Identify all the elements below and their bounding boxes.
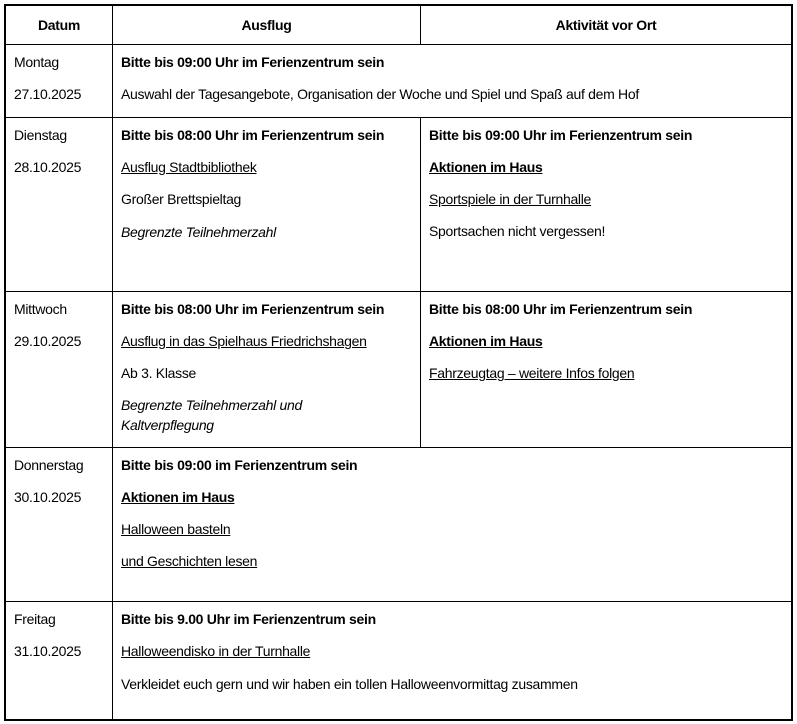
text-line: Sportspiele in der Turnhalle [429,191,592,207]
aktivitaet-cell-mittwoch [421,292,791,448]
text-line: Auswahl der Tagesangebote, Organisation der Woche und Spiel und Spaß auf dem Hof [121,86,639,102]
day-label: Donnerstag [14,457,84,473]
day-label: Freitag [14,611,56,627]
text-line: Bitte bis 09:00 im Ferienzentrum sein [121,457,358,473]
text-line: Aktionen im Haus [121,489,235,505]
text-line: Ausflug Stadtbibliothek [121,159,257,175]
text-line: Halloween basteln [121,521,231,537]
date-label: 29.10.2025 [14,333,82,349]
text-line: Bitte bis 09:00 Uhr im Ferienzentrum sein [429,127,693,143]
text-line: Großer Brettspieltag [121,191,242,207]
text-line: Begrenzte Teilnehmerzahl und Kaltverpflegung [121,397,302,433]
ausflug-cell-mittwoch [113,292,421,448]
text-line: Halloweendisko in der Turnhalle [121,643,311,659]
date-label: 30.10.2025 [14,489,82,505]
activity-cell-montag [113,45,791,118]
day-label: Mittwoch [14,301,67,317]
text-line: Aktionen im Haus [429,159,543,175]
date-label: 31.10.2025 [14,643,82,659]
text-line: Begrenzte Teilnehmerzahl [121,224,276,240]
aktivitaet-cell-dienstag [421,118,791,292]
date-label: 27.10.2025 [14,86,82,102]
activity-cell-donnerstag [113,448,791,602]
text-line: Aktionen im Haus [429,333,543,349]
text-line: Bitte bis 9.00 Uhr im Ferienzentrum sein [121,611,376,627]
text-line: Ab 3. Klasse [121,365,196,381]
header-label-ausflug: Ausflug [241,17,292,33]
text-line: Sportsachen nicht vergessen! [429,223,606,239]
day-cell-donnerstag [6,448,113,602]
date-label: 28.10.2025 [14,159,82,175]
text-line: und Geschichten lesen [121,553,258,569]
header-cell-datum [6,6,113,45]
day-cell-mittwoch [6,292,113,448]
text-line: Bitte bis 08:00 Uhr im Ferienzentrum sein [429,301,693,317]
header-cell-aktivitaet [421,6,791,45]
text-line: Fahrzeugtag – weitere Infos folgen [429,365,635,381]
header-label-aktivitaet: Aktivität vor Ort [555,17,657,33]
text-line: Ausflug in das Spielhaus Friedrichshagen [121,333,367,349]
text-line: Bitte bis 08:00 Uhr im Ferienzentrum sein [121,127,385,143]
ausflug-cell-dienstag [113,118,421,292]
day-cell-dienstag [6,118,113,292]
activity-cell-freitag [113,602,791,719]
header-cell-ausflug [113,6,421,45]
text-line: Verkleidet euch gern und wir haben ein tollen Halloweenvormittag zusammen [121,676,578,692]
text-line: Bitte bis 08:00 Uhr im Ferienzentrum sein [121,301,385,317]
day-label: Dienstag [14,127,67,143]
day-cell-freitag [6,602,113,719]
header-label-datum: Datum [37,17,81,33]
day-cell-montag [6,45,113,118]
text-line: Bitte bis 09:00 Uhr im Ferienzentrum sein [121,54,385,70]
schedule-table [4,4,793,721]
day-label: Montag [14,54,59,70]
